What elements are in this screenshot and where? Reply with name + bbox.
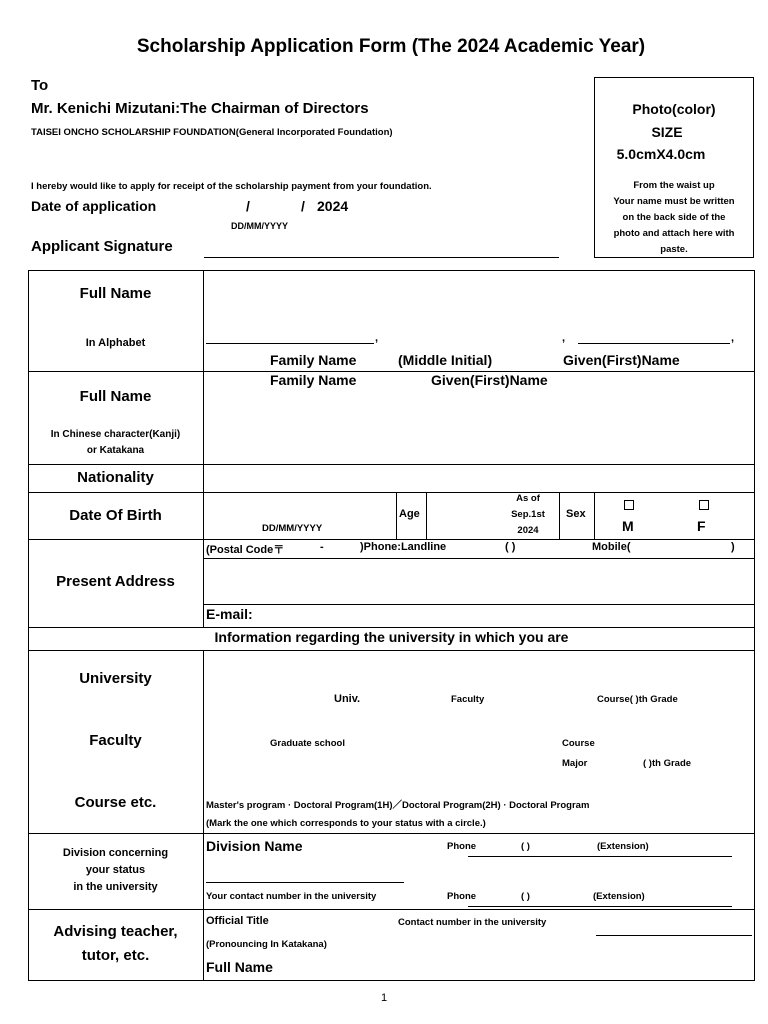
- row-divider: [28, 909, 755, 910]
- signature-label: Applicant Signature: [31, 238, 173, 255]
- university-section-heading: Information regarding the university in which you are: [214, 629, 569, 645]
- page-number: 1: [380, 992, 388, 1004]
- course-grade-caption: Course( )th Grade: [597, 694, 678, 705]
- landline-area-code[interactable]: ( ): [505, 541, 516, 553]
- cell-divider: [594, 492, 595, 539]
- full-name-kanji-sublabel: or Katakana: [86, 445, 145, 456]
- addressee: Mr. Kenichi Mizutani:The Chairman of Directors: [31, 100, 369, 117]
- application-statement: I hereby would like to apply for receipt of the scholarship payment from your foundation.: [31, 181, 432, 192]
- photo-size-value: 5.0cmX4.0cm: [616, 146, 706, 162]
- postal-dash: -: [320, 541, 324, 553]
- division-label: Division concerning: [62, 847, 169, 859]
- cell-divider: [559, 492, 560, 539]
- nationality-field[interactable]: [204, 465, 754, 492]
- female-label: F: [697, 518, 706, 534]
- official-title-label: Official Title: [206, 915, 269, 927]
- female-checkbox[interactable]: [699, 500, 709, 510]
- program-note: (Mark the one which corresponds to your status with a circle.): [206, 818, 486, 829]
- form-title: Scholarship Application Form (The 2024 Academic Year): [136, 36, 646, 57]
- photo-size-label: SIZE: [651, 124, 683, 140]
- to-label: To: [31, 77, 49, 94]
- date-format: DD/MM/YYYY: [231, 221, 289, 231]
- as-of-label: Sep.1st: [511, 509, 545, 520]
- address-field[interactable]: [204, 559, 754, 604]
- photo-instruction: paste.: [660, 244, 688, 255]
- contact-phone-paren: ( ): [521, 891, 530, 902]
- given-name-caption: Given(First)Name: [563, 352, 680, 368]
- division-phone-field[interactable]: [468, 856, 732, 857]
- division-phone-label: Phone: [447, 841, 477, 852]
- given-name-field[interactable]: [578, 343, 730, 344]
- sex-label: Sex: [566, 508, 586, 520]
- mobile-close: ): [731, 541, 735, 553]
- family-name-caption: Family Name: [270, 352, 357, 368]
- program-options[interactable]: Master's program · Doctoral Program(1H)／Doctoral Program(2H) · Doctoral Program: [206, 800, 590, 811]
- comma: ,: [562, 332, 566, 344]
- photo-title: Photo(color): [632, 101, 716, 117]
- comma: ,: [375, 332, 379, 344]
- advisor-contact-field[interactable]: [596, 935, 752, 936]
- full-name-alpha-sublabel: In Alphabet: [85, 337, 146, 349]
- full-name-kanji-sublabel: In Chinese character(Kanji): [50, 429, 181, 440]
- email-label: E-mail:: [206, 606, 253, 622]
- photo-instruction: on the back side of the: [622, 212, 726, 223]
- full-name-alpha-label: Full Name: [79, 285, 152, 302]
- row-divider: [28, 627, 755, 628]
- date-separator: /: [246, 198, 250, 214]
- advisor-contact-label: Contact number in the university: [398, 917, 547, 928]
- division-name-field[interactable]: [206, 882, 404, 883]
- male-checkbox[interactable]: [624, 500, 634, 510]
- contact-number-label: Your contact number in the university: [206, 891, 377, 902]
- foundation-name: TAISEI ONCHO SCHOLARSHIP FOUNDATION(General Incorporated Foundation): [31, 127, 393, 138]
- age-label: Age: [399, 508, 420, 520]
- contact-extension: (Extension): [593, 891, 645, 902]
- course-caption: Course: [562, 738, 595, 749]
- age-field[interactable]: [427, 493, 497, 539]
- contact-phone-label: Phone: [447, 891, 477, 902]
- nationality-label: Nationality: [77, 469, 154, 486]
- middle-initial-caption: (Middle Initial): [398, 352, 493, 368]
- landline-label: )Phone:Landline: [360, 541, 447, 553]
- contact-phone-field[interactable]: [468, 906, 732, 907]
- row-divider: [28, 539, 755, 540]
- faculty-caption: Faculty: [451, 694, 485, 705]
- division-name-label: Division Name: [206, 838, 303, 854]
- university-label: University: [79, 670, 152, 687]
- row-divider: [203, 604, 755, 605]
- major-grade-caption: ( )th Grade: [643, 758, 692, 769]
- postal-code-label: (Postal Code〒: [206, 544, 285, 556]
- photo-instruction: photo and attach here with: [613, 228, 735, 239]
- signature-field[interactable]: [204, 257, 559, 258]
- advisor-full-name-label: Full Name: [206, 959, 273, 975]
- as-of-label: As of: [516, 493, 540, 504]
- date-year: 2024: [317, 198, 349, 214]
- cell-divider: [396, 492, 397, 539]
- division-label: in the university: [73, 881, 158, 893]
- row-divider: [28, 650, 755, 651]
- name-kanji-field[interactable]: [204, 392, 754, 464]
- row-divider: [28, 371, 755, 372]
- photo-instruction: Your name must be written: [613, 196, 735, 207]
- pronouncing-label: (Pronouncing In Katakana): [206, 939, 327, 950]
- division-phone-paren: ( ): [521, 841, 530, 852]
- comma: ,: [731, 332, 735, 344]
- birth-date-label: Date Of Birth: [69, 507, 162, 524]
- birth-date-format: DD/MM/YYYY: [262, 523, 323, 534]
- mobile-label: Mobile(: [592, 541, 631, 553]
- label-column-divider: [203, 650, 204, 981]
- photo-instruction: From the waist up: [633, 180, 715, 191]
- given-name-kanji-caption: Given(First)Name: [431, 372, 548, 388]
- division-extension: (Extension): [597, 841, 649, 852]
- advisor-label: tutor, etc.: [81, 947, 150, 964]
- univ-caption: Univ.: [334, 693, 361, 705]
- graduate-school-caption: Graduate school: [270, 738, 345, 749]
- row-divider: [28, 833, 755, 834]
- as-of-label: 2024: [517, 525, 539, 536]
- date-label: Date of application: [31, 198, 157, 214]
- family-name-kanji-caption: Family Name: [270, 372, 357, 388]
- present-address-label: Present Address: [56, 573, 175, 590]
- course-label: Course etc.: [74, 794, 157, 811]
- major-caption: Major: [562, 758, 588, 769]
- faculty-label: Faculty: [89, 732, 142, 749]
- family-name-field[interactable]: [206, 343, 374, 344]
- male-label: M: [622, 518, 634, 534]
- advisor-label: Advising teacher,: [53, 923, 178, 940]
- full-name-kanji-label: Full Name: [79, 388, 152, 405]
- division-label: your status: [85, 864, 146, 876]
- date-separator: /: [301, 198, 305, 214]
